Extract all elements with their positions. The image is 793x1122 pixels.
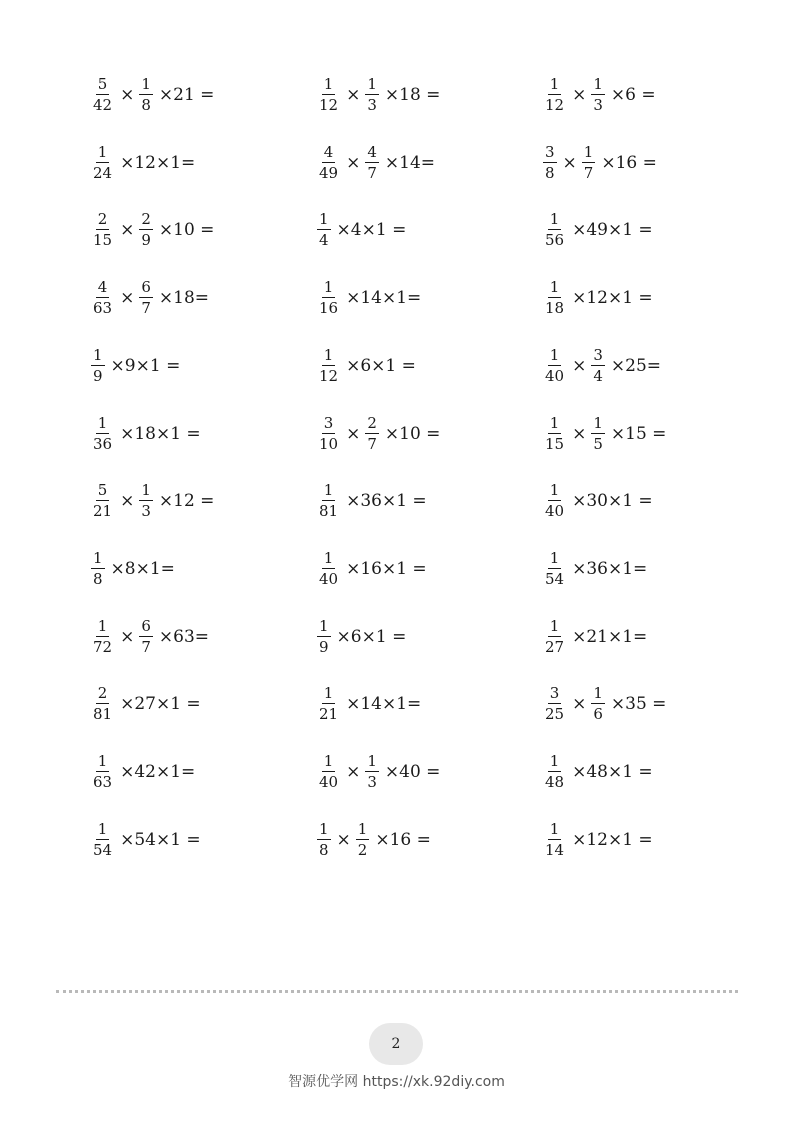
math-problem [89,207,214,253]
expression-tail: ×18= [158,288,210,309]
expression-tail: ×10 = [158,220,215,241]
fraction-denominator: 7 [583,163,594,182]
fraction-denominator: 8 [141,96,151,114]
expression-tail: ×30×1 = [572,491,653,512]
fraction-denominator: 10 [319,434,339,453]
fraction-denominator: 56 [545,231,565,250]
times-sign: × [346,152,361,173]
fraction [317,211,331,249]
expression-tail: ×54×1 = [120,829,201,850]
times-sign: × [562,152,577,173]
fraction-denominator: 42 [93,96,113,114]
fraction-numerator: 1 [97,413,108,432]
math-problem [315,140,435,186]
fraction-denominator: 21 [93,502,113,521]
fraction [543,482,566,520]
fraction [543,279,566,317]
math-problem [89,749,195,795]
fraction [317,76,340,114]
fraction [91,482,114,520]
fraction-denominator: 81 [319,502,339,521]
expression-tail: ×8×1= [110,558,175,579]
math-problem [89,411,201,457]
fraction-numerator: 3 [593,345,603,364]
fraction-numerator: 1 [357,819,368,838]
fraction [365,415,379,453]
fraction-denominator: 5 [593,434,603,453]
fraction [591,347,605,385]
times-sign: × [120,288,135,309]
expression-tail: ×42×1= [120,762,196,782]
math-problem [541,72,656,118]
math-problem [541,140,657,186]
fraction [543,550,566,588]
math-problem [89,275,209,321]
fraction [543,144,557,182]
fraction-numerator: 1 [97,819,108,838]
times-sign: × [336,829,351,850]
fraction-numerator: 4 [323,142,334,161]
expression-tail: ×15 = [610,423,667,444]
expression-tail: ×4×1 = [336,220,407,241]
times-sign: × [346,762,361,782]
fraction-denominator: 40 [545,366,565,385]
fraction-denominator: 9 [319,637,329,656]
fraction [365,144,379,182]
page-number-badge [369,1023,423,1065]
expression-tail: ×6×1 = [346,355,416,376]
fraction-denominator: 9 [141,231,151,250]
expression-tail: ×36×1= [572,558,648,579]
fraction-numerator: 1 [549,278,560,297]
fraction-numerator: 1 [93,345,103,364]
fraction-denominator: 36 [93,434,113,453]
times-sign: × [572,423,587,444]
fraction-denominator: 12 [319,366,339,385]
fraction-numerator: 1 [97,616,108,635]
math-problem [541,275,653,321]
fraction [139,482,153,520]
fraction-numerator: 3 [549,684,560,703]
fraction [317,415,340,453]
fraction [543,618,566,656]
math-problem [89,343,180,389]
expression-tail: ×18 = [384,85,441,105]
fraction-numerator: 1 [97,752,108,770]
fraction [543,821,566,859]
fraction [91,821,114,859]
fraction [543,753,566,791]
fraction-denominator: 7 [367,163,377,182]
times-sign: × [120,220,135,241]
math-problem [541,817,653,863]
fraction-denominator: 24 [93,163,113,182]
expression-tail: ×40 = [384,762,441,782]
times-sign: × [346,423,361,444]
math-problem [541,614,647,660]
fraction-denominator: 15 [545,434,565,453]
fraction [91,618,114,656]
expression-tail: ×49×1 = [572,220,653,241]
fraction-denominator: 8 [545,163,555,182]
math-problem [315,546,427,592]
footer-site: 智源优学网 https://xk.92diy.com [288,1074,505,1090]
fraction [543,211,566,249]
fraction [317,279,340,317]
math-problem [89,478,214,524]
expression-tail: ×14×1= [346,288,422,309]
fraction-numerator: 4 [97,278,108,297]
expression-tail: ×16×1 = [346,558,427,579]
fraction [543,347,566,385]
fraction-denominator: 54 [93,840,113,859]
page-number: 2 [391,1036,401,1052]
fraction-denominator: 18 [545,299,565,318]
fraction [139,279,153,317]
fraction-numerator: 1 [323,75,334,93]
fraction-numerator: 1 [593,413,603,432]
fraction-denominator: 72 [93,637,113,656]
fraction [91,347,105,385]
fraction [139,618,153,656]
expression-tail: ×16 = [375,829,431,850]
fraction [91,211,114,249]
expression-tail: ×14= [384,152,436,173]
fraction-numerator: 5 [97,75,108,93]
math-problem [89,681,201,727]
fraction-denominator: 48 [545,773,565,791]
math-problem [541,207,653,253]
expression-tail: ×12×1 = [572,829,653,850]
fraction-denominator: 40 [545,502,565,521]
expression-tail: ×36×1 = [346,491,427,512]
fraction-denominator: 4 [593,366,603,385]
fraction-denominator: 3 [593,96,603,114]
math-problem [541,749,653,795]
fraction-numerator: 2 [97,684,108,703]
math-problem [315,343,416,389]
fraction-numerator: 2 [97,210,108,229]
fraction-denominator: 8 [319,840,329,859]
fraction-denominator: 3 [367,773,377,791]
math-problem [541,343,661,389]
fraction-numerator: 1 [583,142,594,161]
fraction-numerator: 1 [593,684,603,703]
fraction-numerator: 2 [367,413,377,432]
math-problem [89,817,201,863]
fraction-numerator: 1 [319,616,329,635]
fraction-numerator: 1 [97,142,108,161]
expression-tail: ×10 = [384,423,441,444]
math-problem [315,681,421,727]
math-problem [315,817,431,863]
fraction [582,144,596,182]
times-sign: × [572,355,587,376]
fraction-denominator: 49 [319,163,339,182]
math-problem [541,681,666,727]
fraction [356,821,370,859]
expression-tail: ×12×1 = [572,288,653,309]
fraction-numerator: 1 [549,75,560,93]
times-sign: × [572,85,587,105]
times-sign: × [572,694,587,715]
fraction-numerator: 3 [323,413,334,432]
fraction-denominator: 3 [141,502,151,521]
times-sign: × [120,491,135,512]
math-problem [89,140,195,186]
fraction-denominator: 63 [93,773,113,791]
fraction-numerator: 1 [549,548,560,567]
fraction [543,76,566,114]
fraction [317,753,340,791]
fraction-denominator: 15 [93,231,113,250]
fraction-denominator: 7 [141,299,151,318]
fraction-numerator: 1 [141,481,151,500]
fraction-denominator: 4 [319,231,329,250]
math-problem [541,478,653,524]
fraction-numerator: 1 [549,752,560,770]
fraction-denominator: 25 [545,705,565,724]
fraction-denominator: 6 [593,705,603,724]
fraction-numerator: 1 [549,210,560,229]
fraction [91,550,105,588]
expression-tail: ×63= [158,626,210,647]
fraction [543,685,566,723]
fraction-denominator: 21 [319,705,339,724]
fraction [139,211,153,249]
fraction [317,482,340,520]
fraction-numerator: 1 [593,75,603,93]
expression-tail: ×12 = [158,491,215,512]
fraction [139,76,153,114]
fraction [591,415,605,453]
fraction [91,144,114,182]
expression-tail: ×18×1 = [120,423,201,444]
fraction-denominator: 63 [93,299,113,318]
fraction [543,415,566,453]
fraction-numerator: 6 [141,616,151,635]
math-problem [315,478,427,524]
fraction-denominator: 8 [93,569,103,588]
fraction-numerator: 1 [549,481,560,500]
fraction [91,279,114,317]
math-problem [315,72,440,118]
fraction-numerator: 1 [323,684,334,703]
fraction-denominator: 9 [93,366,103,385]
expression-tail: ×21 = [158,85,215,105]
fraction-numerator: 1 [141,75,151,93]
fraction [591,685,605,723]
math-problem [315,207,406,253]
fraction-denominator: 27 [545,637,565,656]
expression-tail: ×12×1= [120,152,196,173]
fraction [317,550,340,588]
times-sign: × [120,85,135,105]
math-problem [541,546,647,592]
expression-tail: ×14×1= [346,694,422,715]
fraction [365,753,379,791]
fraction-numerator: 6 [141,278,151,297]
fraction-denominator: 54 [545,569,565,588]
fraction-denominator: 12 [545,96,565,114]
fraction [91,415,114,453]
math-problem [315,614,406,660]
math-problem [315,275,421,321]
expression-tail: ×9×1 = [110,355,181,376]
fraction-numerator: 1 [323,278,334,297]
fraction [365,76,379,114]
fraction-numerator: 1 [549,616,560,635]
fraction [317,685,340,723]
math-problem [89,614,209,660]
expression-tail: ×6×1 = [336,626,407,647]
expression-tail: ×48×1 = [572,762,653,782]
expression-tail: ×25= [610,355,662,376]
fraction-denominator: 7 [367,434,377,453]
expression-tail: ×6 = [610,85,656,105]
fraction [317,347,340,385]
fraction-numerator: 5 [97,481,108,500]
expression-tail: ×16 = [601,152,657,173]
fraction-numerator: 1 [549,819,560,838]
fraction [91,685,114,723]
fraction-denominator: 40 [319,569,339,588]
times-sign: × [346,85,361,105]
expression-tail: ×27×1 = [120,694,201,715]
math-problem [541,411,666,457]
expression-tail: ×21×1= [572,626,648,647]
times-sign: × [120,626,135,647]
fraction-denominator: 12 [319,96,339,114]
expression-tail: ×35 = [610,694,667,715]
fraction-denominator: 2 [357,840,368,859]
fraction-numerator: 3 [545,142,555,161]
fraction-denominator: 14 [545,840,565,859]
fraction [317,618,331,656]
fraction-denominator: 81 [93,705,113,724]
fraction [591,76,605,114]
fraction-denominator: 40 [319,773,339,791]
math-problem [315,749,440,795]
fraction-numerator: 1 [319,210,329,229]
fraction-numerator: 1 [367,752,377,770]
fraction-numerator: 1 [323,548,334,567]
fraction-numerator: 1 [323,345,334,364]
math-problem [315,411,440,457]
fraction [317,821,331,859]
fraction-numerator: 1 [549,345,560,364]
fraction [317,144,340,182]
math-problem [89,546,175,592]
fraction-numerator: 1 [367,75,377,93]
fraction-numerator: 1 [93,548,103,567]
fraction-numerator: 1 [549,413,560,432]
fraction [91,76,114,114]
fraction-numerator: 1 [319,819,329,838]
fraction-denominator: 3 [367,96,377,114]
fraction-numerator: 1 [323,481,334,500]
fraction-numerator: 2 [141,210,151,229]
fraction-denominator: 16 [319,299,339,318]
fraction-denominator: 7 [141,637,151,656]
fraction [91,753,114,791]
dotted-divider [56,990,738,993]
fraction-numerator: 1 [323,752,334,770]
math-problem [89,72,214,118]
fraction-numerator: 4 [367,142,377,161]
